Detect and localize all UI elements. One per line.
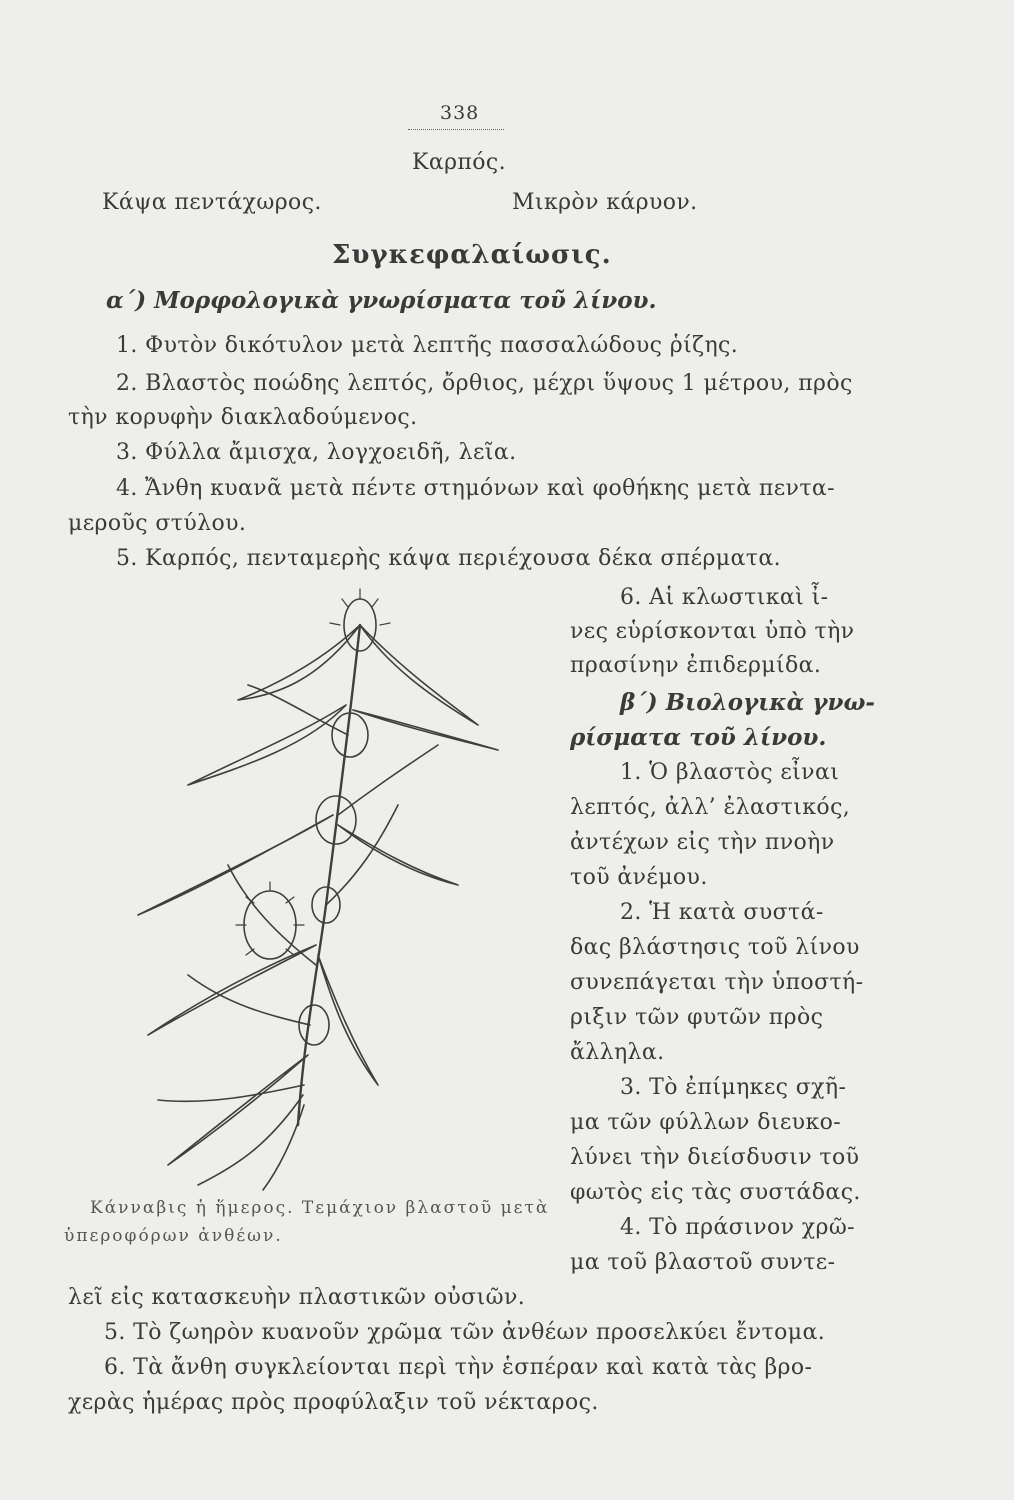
section-a-title: α΄) Μορφολογικὰ γνωρίσματα τοῦ λίνου.: [106, 287, 657, 314]
section-b-line: ριξιν τῶν φυτῶν πρὸς: [570, 1005, 824, 1030]
right-column-line: πρασίνην ἐπιδερμίδα.: [570, 653, 822, 678]
section-a-line: 1. Φυτὸν δικότυλον μετὰ λεπτῆς πασσαλώδους ῥίζης.: [116, 333, 739, 358]
section-b-line: λύνει τὴν διείσδυσιν τοῦ: [570, 1145, 860, 1170]
section-a-line: μεροῦς στύλου.: [68, 511, 247, 536]
page-number: 338: [440, 102, 480, 124]
section-b-line: τοῦ ἀνέμου.: [570, 865, 708, 890]
section-b-line: μα τοῦ βλαστοῦ συντε-: [570, 1250, 836, 1275]
section-b-line: ἀντέχων εἰς τὴν πνοὴν: [570, 830, 835, 855]
section-b-title: β΄) Βιολογικὰ γνω-: [620, 689, 875, 716]
figure-caption-line: ὑπεροφόρων ἀνθέων.: [64, 1226, 283, 1246]
section-b-line: δας βλάστησις τοῦ λίνου: [570, 935, 860, 960]
section-b-line: συνεπάγεται τὴν ὑποστή-: [570, 970, 864, 995]
section-b-line: 3. Τὸ ἐπίμηκες σχῆ-: [620, 1075, 847, 1100]
figure-caption-line: Κάνναβις ἡ ἥμερος. Τεμάχιον βλαστοῦ μετὰ: [90, 1198, 550, 1218]
section-b-line: μα τῶν φύλλων διευκο-: [570, 1110, 842, 1135]
fruit-title: Καρπός.: [412, 150, 507, 175]
bottom-line: 5. Τὸ ζωηρὸν κυανοῦν χρῶμα τῶν ἀνθέων προσελκύει ἔντομα.: [104, 1320, 826, 1345]
section-b-line: φωτὸς εἰς τὰς συστάδας.: [570, 1180, 861, 1205]
cannabis-plant-illustration: [78, 585, 538, 1195]
fruit-left-label: Κάψα πεντάχωρος.: [102, 190, 322, 215]
section-a-line: 4. Ἄνθη κυανᾶ μετὰ πέντε στημόνων καὶ φοθήκης μετὰ πεντα-: [116, 476, 835, 501]
cannabis-plant-engraving-icon: [138, 589, 498, 1190]
section-b-line: 2. Ἡ κατὰ συστά-: [620, 900, 824, 925]
section-b-line: 4. Τὸ πράσινον χρῶ-: [620, 1215, 856, 1240]
section-a-line: 2. Βλαστὸς ποώδης λεπτός, ὄρθιος, μέχρι ὕψους 1 μέτρου, πρὸς: [116, 371, 853, 396]
section-a-line: 5. Καρπός, πενταμερὴς κάψα περιέχουσα δέκα σπέρματα.: [116, 546, 781, 571]
bottom-line: χερὰς ἡμέρας πρὸς προφύλαξιν τοῦ νέκταρος.: [68, 1390, 599, 1415]
section-b-line: λεπτός, ἀλλ’ ἐλαστικός,: [570, 795, 851, 820]
bottom-line: λεῖ εἰς κατασκευὴν πλαστικῶν οὐσιῶν.: [68, 1285, 526, 1310]
section-a-line: τὴν κορυφὴν διακλαδούμενος.: [68, 405, 418, 430]
page-number-rule: [408, 129, 504, 130]
bottom-line: 6. Τὰ ἄνθη συγκλείονται περὶ τὴν ἑσπέραν καὶ κατὰ τὰς βρο-: [104, 1355, 813, 1380]
fruit-right-label: Μικρὸν κάρυον.: [512, 190, 698, 215]
section-a-line: 3. Φύλλα ἄμισχα, λογχοειδῆ, λεῖα.: [116, 440, 517, 465]
section-b-title: ρίσματα τοῦ λίνου.: [570, 724, 827, 751]
right-column-line: νες εὑρίσκονται ὑπὸ τὴν: [570, 619, 855, 644]
right-column-line: 6. Αἱ κλωστικαὶ ἶ-: [620, 585, 829, 610]
summary-heading: Συγκεφαλαίωσις.: [332, 240, 612, 270]
section-b-line: ἄλληλα.: [570, 1040, 665, 1065]
section-b-line: 1. Ὁ βλαστὸς εἶναι: [620, 760, 840, 785]
